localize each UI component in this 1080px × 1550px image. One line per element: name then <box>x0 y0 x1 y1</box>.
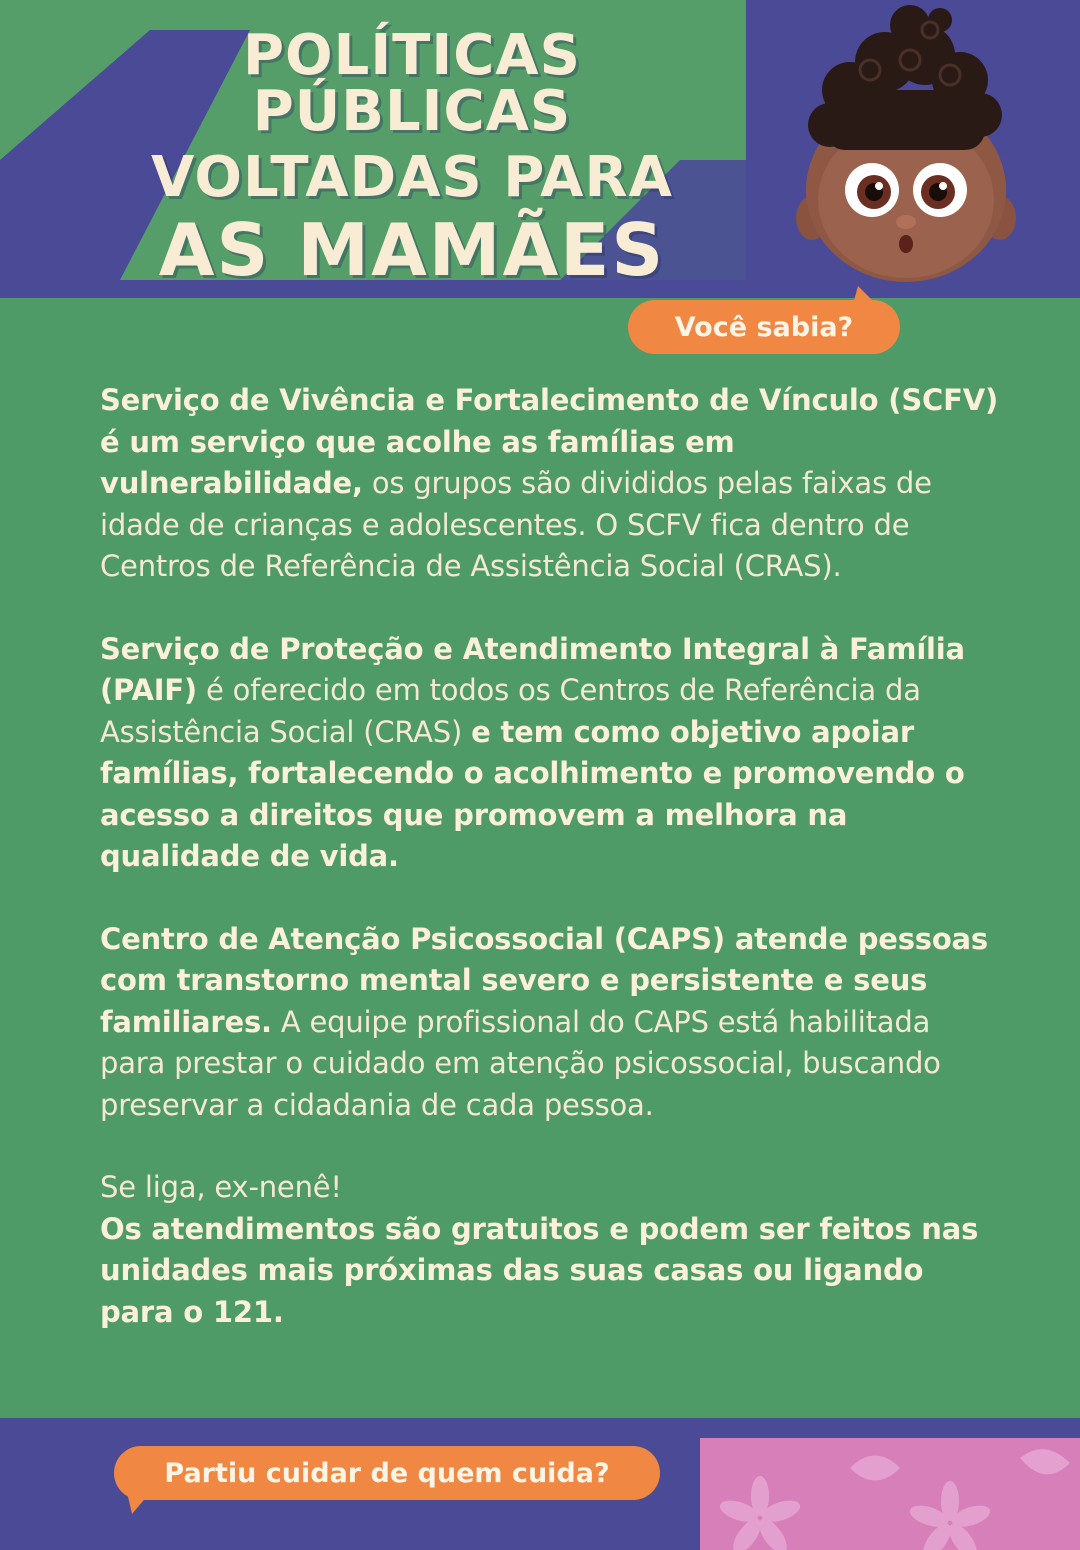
paif-bold-2: e tem como objetivo apoiar famílias, fortalecendo o acolhimento e promovendo o acesso a direitos que promovem a melhora na qualidade de vida. <box>100 714 965 873</box>
paif-bold-1: Serviço de Proteção e Atendimento Integral à Família (PAIF) <box>100 631 965 707</box>
title-line-2: VOLTADAS PARA <box>151 145 673 210</box>
closing-bold: Os atendimentos são gratuitos e podem ser feitos nas unidades mais próximas das suas casas ou ligando para o 121. <box>100 1211 979 1329</box>
caps-bold: Centro de Atenção Psicossocial (CAPS) atende pessoas com transtorno mental severo e persistente e seus familiares. <box>100 921 988 1039</box>
scfv-regular: os grupos são divididos pelas faixas de idade de crianças e adolescentes. O SCFV fica dentro de Centros de Referência de Assistência Social (CRAS). <box>100 466 932 583</box>
closing-intro: Se liga, ex-nenê! <box>100 1170 342 1204</box>
scfv-paragraph <box>100 380 1000 588</box>
title-line-1: POLÍTICAS PÚBLICAS <box>243 23 581 144</box>
voce-sabia-bubble: Você sabia? <box>628 300 900 354</box>
main-content <box>100 380 1000 1374</box>
baby-character-illustration <box>790 0 1020 290</box>
caps-regular: A equipe profissional do CAPS está habilitada para prestar o cuidado em atenção psicossocial, buscando preservar a cidadania de cada pessoa. <box>100 1004 941 1122</box>
header-banner <box>0 0 1080 298</box>
paif-regular: é oferecido em todos os Centros de Referência da Assistência Social (CRAS) <box>100 673 921 749</box>
title-line-3: AS MAMÃES <box>158 208 666 292</box>
page-title <box>112 23 712 292</box>
scfv-bold: Serviço de Vivência e Fortalecimento de Vínculo (SCFV) é um serviço que acolhe as famílias em vulnerabilidade, <box>100 383 999 500</box>
caps-paragraph <box>100 919 1000 1127</box>
footer-pink-panel <box>700 1438 1080 1550</box>
paif-paragraph <box>100 629 1000 878</box>
flower-pattern <box>700 1438 1080 1550</box>
partiu-cuidar-bubble: Partiu cuidar de quem cuida? <box>114 1446 660 1500</box>
closing-paragraph <box>100 1167 1000 1333</box>
